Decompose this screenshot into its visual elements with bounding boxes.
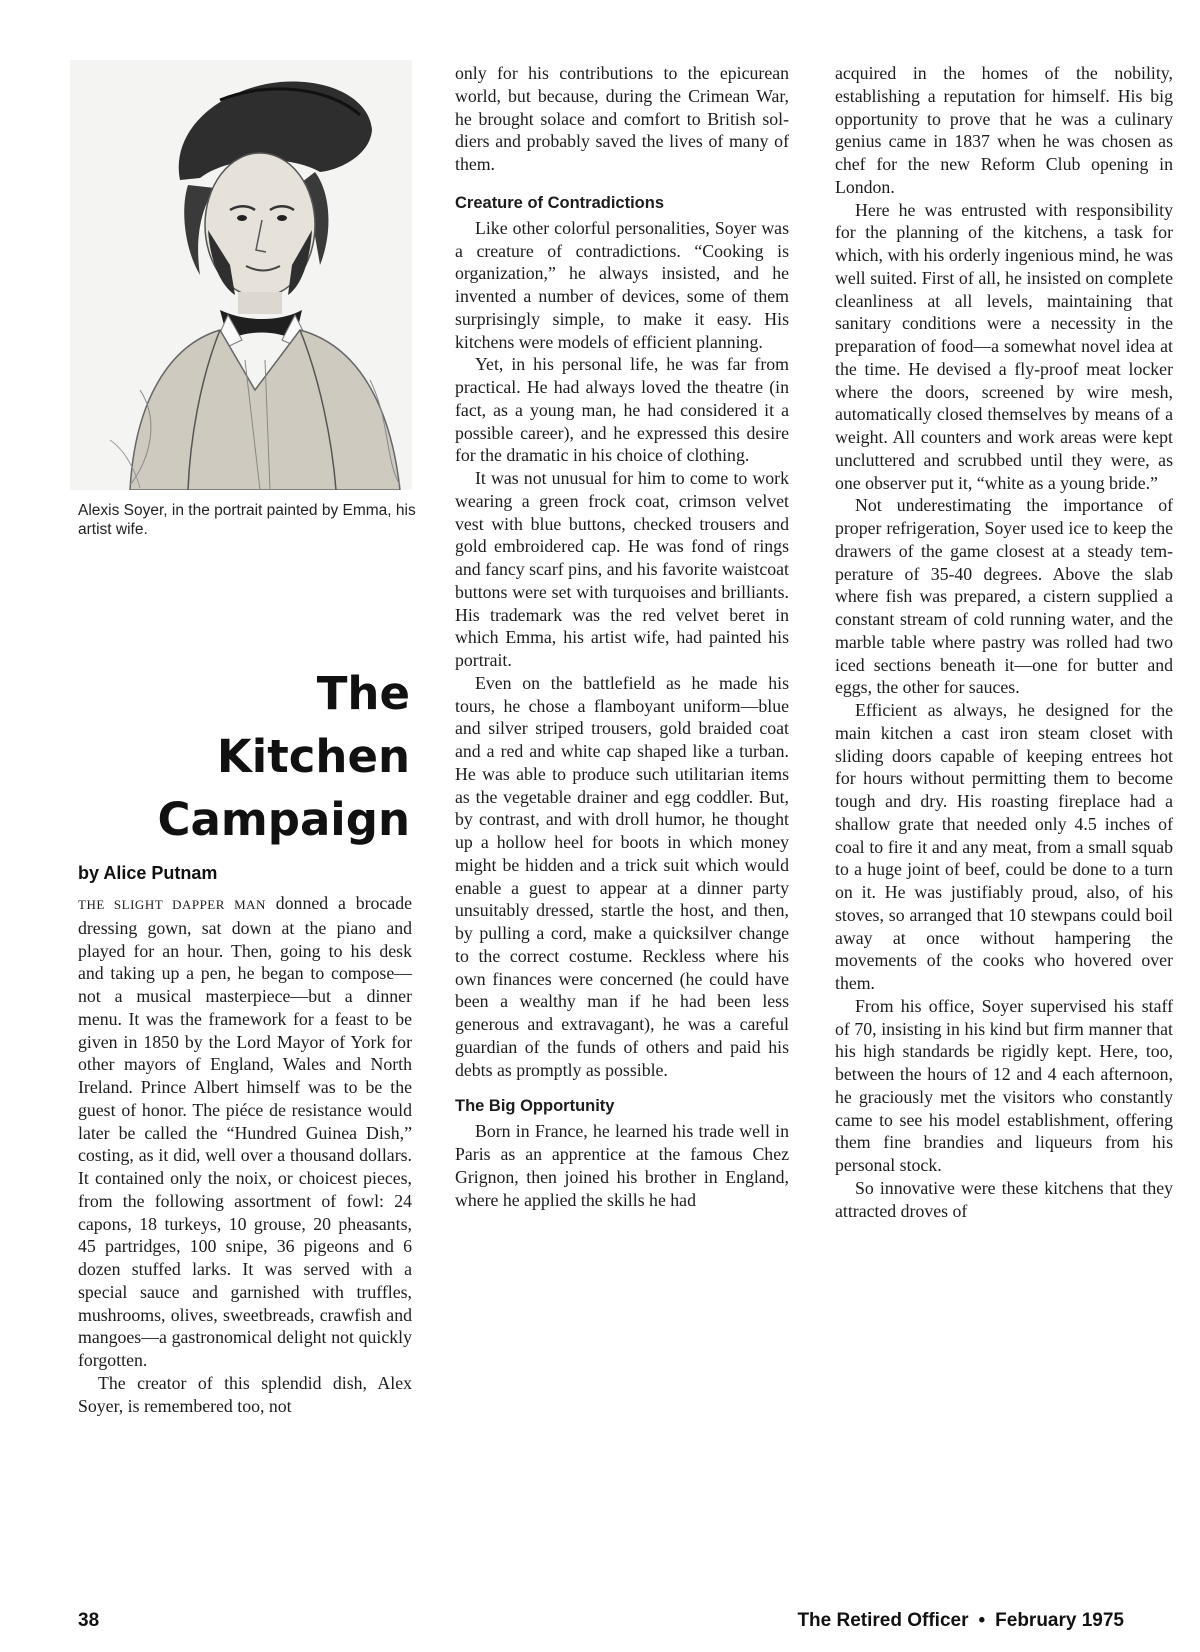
portrait-caption: Alexis Soyer, in the portrait painted by Emma, his artist wife. [78,502,416,538]
article-title [50,662,410,851]
publication-name: The Retired Officer [797,1610,969,1631]
text-column-2 [455,62,789,1211]
subheading: Creature of Contradictions [455,193,665,212]
paragraph: From his office, Soyer supervised his staff of 70, insisting in his kind but firm manner that his high standards be rigidly kept. Here, too, between the hours of 12 and 4 each afternoon, he graciously met the visitors who constantly came to see his model establishment, offering them fine brandies and liqueurs from his personal stock. [835,995,1173,1175]
issue-date: February 1975 [995,1610,1124,1631]
running-footer [797,1610,1124,1632]
paragraph: Even on the battlefield as he made his tours, he chose a flamboyant uniform—blue and silver striped trousers, gold braided coat and a red and white cap shaped like a turban. He was able to produce such utilitarian items as the vegetable drainer and egg coddler. But, by contrast, and with droll humor, he thought up a hollow heel for boots in which money might be hidden and a trick suit which would enable a guest to appear at a dinner party unsuitably dressed, startle the host, and then, by pulling a cord, make a quicksilver change to the correct costume. Reckless where his own finances were concerned (he could have been a wealthy man if he had been less generous and extravagant), he was a careful guardian of the funds of others and paid his debts as promptly as possible. [455,672,789,1080]
paragraph: The creator of this splendid dish, Alex Soyer, is remembered too, not [78,1372,412,1416]
soyer-portrait-illustration [70,60,412,490]
title-line: Kitchen [216,730,410,783]
paragraph: Yet, in his personal life, he was far from practical. He had always loved the theatre (in fact, as a young man, he had considered it a possible career), and he expressed this desire for the dramatic in his choice of clothing. [455,354,789,466]
text-column-3 [835,62,1173,1222]
paragraph: It was not unusual for him to come to work wearing a green frock coat, crimson velvet vest with blue buttons, checked trousers and gold embroidered cap. He was fond of rings and fancy scarf pins, and his favorite waistcoat buttons were set with turquoises and brilliants. His trademark was the red velvet beret in which Emma, his artist wife, had painted his portrait. [455,468,789,670]
text-column-1 [78,892,412,1417]
paragraph: Here he was entrusted with responsibility for the planning of the kitchens, a task for which, with his orderly ingenious mind, he was well suited. First of all, he insisted on complete cleanliness at all levels, maintaining that sanitary conditions were a necessity in the preparation of food—a somewhat novel idea at the time. He devised a fly-proof meat locker where the doors, screened by wire mesh, automatically closed themselves by means of a weight. All counters and work areas were kept uncluttered and scrubbed until they were, as one observer put it, “white as a young bride.” [835,199,1173,493]
title-line: Campaign [157,793,410,846]
paragraph: Like other colorful personalities, Soyer was a creature of contradictions. “Cooking is organization,” he always insisted, and he invented a number of devices, some of them surprisingly simple, to make it easy. His kitchens were models of efficient planning. [455,217,789,352]
page-number: 38 [78,1610,100,1631]
paragraph: Not underestimating the importance of proper refrigeration, Soyer used ice to keep the drawers of the game closest at a steady temperature of 35-40 degrees. Above the slab where fish was prepared, a cistern supplied a constant stream of cold running water, and the marble table where pastry was rolled had two iced sections beneath it—one for butter and eggs, the other for sauces. [835,495,1173,698]
lead-in: THE SLIGHT DAPPER MAN [78,897,266,912]
byline: by Alice Putnam [78,863,218,883]
paragraph: So innovative were these kitchens that they attracted droves of [835,1177,1173,1221]
paragraph [78,892,412,1372]
bullet-separator: • [978,1610,986,1631]
paragraph-text: donned a brocade dressing gown, sat down at the piano and played for an hour. Then, going to his desk and taking up a pen, he began to compose—not a musical masterpiece—but a dinner menu. It was the framework for a feast to be given in 1850 by the Lord Mayor of York for other mayors of England, Wales and North Ireland. Prince Albert himself was to be the guest of honor. The piéce de resistance would later be called the “Hundred Guinea Dish,” costing, as it did, well over a thousand dollars. It contained only the noix, or choicest pieces, from the following assortment of fowl: 24 capons, 18 turkeys, 10 grouse, 20 pheasants, 45 partridges, 100 snipe, 36 pigeons and 6 dozen stuffed larks. It was served with a special sauce and garnished with truffles, mushrooms, olives, sweetbreads, crawfish and mangoes—a gastronomical delight not quickly forgotten. [78,893,412,1370]
subheading: The Big Opportunity [455,1097,615,1116]
paragraph: only for his contributions to the epicurean world, but because, during the Crimean War, he brought solace and comfort to British soldiers and probably saved the lives of many of them. [455,63,789,174]
paragraph: Efficient as always, he designed for the main kitchen a cast iron steam closet with sliding doors capable of keeping entrees hot for hours without permitting them to become tough and dry. His roasting fireplace had a shallow grate that needed only 4.5 inches of coal to fire it and any meat, from a small squab to a huge joint of beef, could be done to a turn on it. He was justifiably proud, also, of his stoves, so arranged that 10 stewpans could boil away at once without hampering the movements of the cooks who hovered over them. [835,700,1173,993]
paragraph: Born in France, he learned his trade well in Paris as an apprentice at the famous Chez Grignon, then joined his brother in England, where he applied the skills he had [455,1121,789,1210]
title-line: The [316,667,410,720]
paragraph: acquired in the homes of the nobility, establishing a reputation for himself. His big opportunity to prove that he was a culinary genius came in 1837 when he was chosen as chef for the new Reform Club opening in London. [835,63,1173,197]
